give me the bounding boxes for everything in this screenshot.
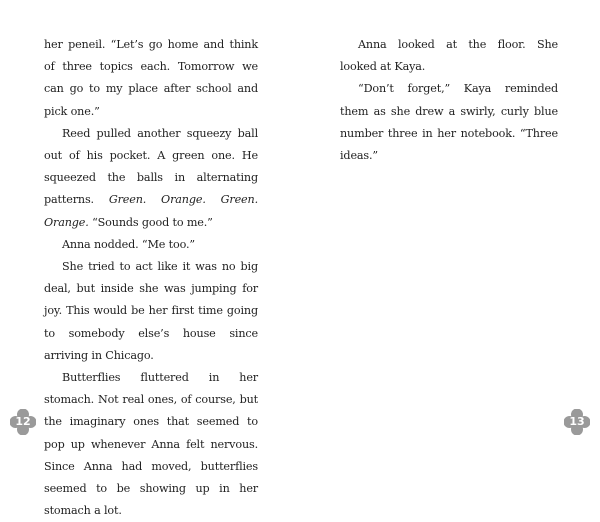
paragraph xyxy=(44,123,258,234)
page-number-badge xyxy=(564,409,590,435)
paragraph: her peneil. “Let’s go home and think of three topics each. Tomorrow we can go to my place after school and pick one.” xyxy=(44,38,258,118)
paragraph: “Don’t forget,” Kaya reminded them as she drew a swirly, curly blue number three in her notebook. “Three ideas.” xyxy=(340,82,558,163)
italic-text: Green. Orange. Green. Orange. xyxy=(44,193,258,229)
page-number: 13 xyxy=(569,415,585,428)
quote-text: “Sounds good to me.” xyxy=(92,215,213,229)
paragraph: Anna looked at the floor. She looked at Kaya. xyxy=(340,38,558,74)
right-page xyxy=(300,0,600,447)
paragraph: Butterflies fluttered in her stomach. Not real ones, of course, but the imaginary ones that seemed to pop up whenever Anna felt nervous. Since Anna had moved, butterflies seemed to be showing up in her stomach a lot. xyxy=(44,371,258,518)
right-page-text xyxy=(340,34,558,167)
paragraph-text: Reed pulled another squeezy ball out of his pocket. A green one. He squeezed the balls in alternating patterns. xyxy=(44,126,258,207)
paragraph: She tried to act like it was no big deal, but inside she was jumping for joy. This would be her first time going to somebody else’s house since arriving in Chicago. xyxy=(44,260,258,362)
paragraph: Anna nodded. “Me too.” xyxy=(62,237,195,251)
left-page xyxy=(0,0,300,518)
left-page-text xyxy=(44,34,258,522)
page-number-badge xyxy=(10,409,36,435)
page-number: 12 xyxy=(15,415,31,428)
